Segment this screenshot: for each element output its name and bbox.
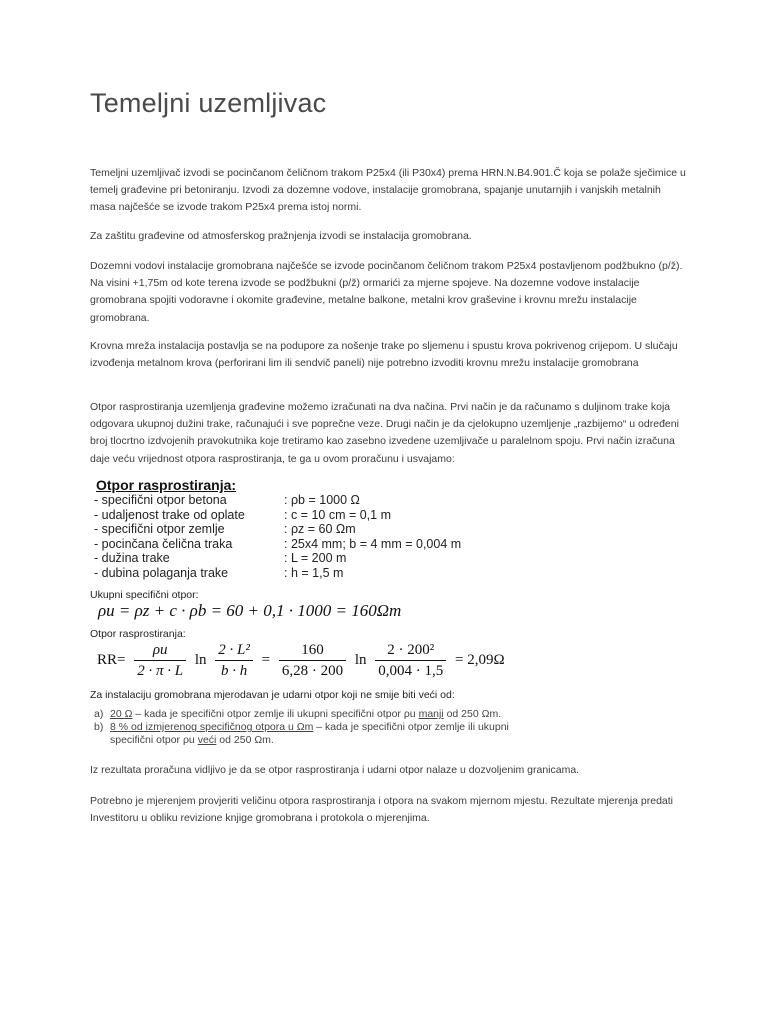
limit-condition: manji xyxy=(418,708,444,720)
parameter-value: : c = 10 cm = 0,1 m xyxy=(284,507,391,522)
paragraph-roof-mesh: Krovna mreža instalacija postavlja se na podupore za nošenje trake po sljemenu i spustu krova pokrivenog crijepom. U slučaju izvođenja metalnom krova (perforirani lim ili sendvič paneli) nije potrebno izvoditi krovnu mrežu instalacije gromobrana xyxy=(90,340,678,370)
parameter-label: - dužina trake xyxy=(94,551,170,566)
limit-item xyxy=(94,721,530,747)
total-resistivity-formula: ρu = ρz + c · ρb = 60 + 0,1 · 1000 = 160Ωm xyxy=(98,601,402,620)
parameter-label: - specifični otpor zemlje xyxy=(94,522,225,537)
limit-text: – kada je specifični otpor zemlje ili ukupni specifični otpor ρu xyxy=(132,708,419,720)
fraction-numerator: 2 · 200² xyxy=(375,640,446,661)
limit-list xyxy=(94,708,530,748)
limit-text: – kada je specifični otpor zemlje ili ukupni specifični otpor ρu xyxy=(110,721,509,747)
limit-marker: b) xyxy=(94,721,104,734)
formula-fraction xyxy=(134,640,186,681)
fraction-denominator: 0,004 · 1,5 xyxy=(378,663,444,679)
limit-condition: veći xyxy=(197,734,217,747)
parameter-label: - dubina polaganja trake xyxy=(94,565,229,580)
formula-fraction xyxy=(215,640,253,681)
parameter-value: : ρb = 1000 Ω xyxy=(284,493,360,507)
fraction-numerator: 2 · L² xyxy=(215,640,253,661)
parameter-value: : h = 1,5 m xyxy=(284,565,344,580)
formula-fraction xyxy=(279,640,346,681)
fraction-numerator: 160 xyxy=(279,640,346,661)
fraction-numerator: ρu xyxy=(134,640,186,661)
formula-equals: = xyxy=(261,652,271,668)
spread-resistance-formula xyxy=(94,640,508,681)
spread-resistance-label: Otpor rasprostiranja: xyxy=(90,628,186,640)
formula-ln: ln xyxy=(194,652,207,668)
parameter-value: : ρz = 60 Ωm xyxy=(284,522,356,537)
parameter-label: - specifični otpor betona xyxy=(94,493,227,507)
parameter-label: - udaljenost trake od oplate xyxy=(94,507,245,522)
fraction-denominator: 2 · π · L xyxy=(137,663,184,679)
parameter-label: - pocinčana čelična traka xyxy=(94,536,233,551)
paragraph-measurement: Potrebno je mjerenjem provjeriti veličinu otpora rasprostiranja i otpora na svakom mjernom mjestu. Rezultate mjerenja predati Investitoru u obliku revizione knjige gromobrana i protokola o mjerenjima. xyxy=(90,795,674,825)
paragraph-intro: Temeljni uzemljivač izvodi se pocinčanom čeličnom trakom P25x4 (ili P30x4) prema HRN.N.B4.901.Č koja se polaže sječimice u temelj građevine pri betoniranju. Izvodi za dozemne vodove, instalacije gromobrana, spajanje unutarnjih i vanjskih metalnih masa najčešće se izvode trakom P25x4 prema istoj normi. xyxy=(90,167,686,214)
limit-marker: a) xyxy=(94,708,104,720)
paragraph-down-conductors: Dozemni vodovi instalacije gromobrana najčešće se izvode pocinčanom čeličnom trakom P25x4 postavljenom podžbukno (p/ž). Na visini +1,75m od kote terena izvode se podžbukni (p/ž) ormarići za mjerne spojeve. Na dozemne vodove instalacije gromobrana spojiti vodoravne i okomite građevine, metalne balkone, metalni krov graševine i krovnu mrežu instalacije gromobrana. xyxy=(90,260,683,324)
formula-ln: ln xyxy=(354,652,367,668)
parameter-value: : 25x4 mm; b = 4 mm = 0,004 m xyxy=(284,536,462,551)
calculation-heading: Otpor rasprostiranja: xyxy=(96,477,237,493)
paragraph-lightning-protection: Za zaštitu građevine od atmosferskog pražnjenja izvodi se instalacija gromobrana. xyxy=(90,230,472,242)
limit-value: 20 Ω xyxy=(110,708,133,720)
total-resistivity-label: Ukupni specifični otpor: xyxy=(90,589,199,601)
limit-item xyxy=(94,708,530,721)
fraction-denominator: 6,28 · 200 xyxy=(281,663,344,679)
paragraph-result: Iz rezultata proračuna vidljivo je da se otpor rasprostiranja i udarni otpor nalaze u dozvoljenim granicama. xyxy=(90,764,580,776)
fraction-denominator: b · h xyxy=(220,663,248,679)
limit-text: od 250 Ωm. xyxy=(443,708,502,720)
paragraph-resistance-methods: Otpor rasprostiranja uzemljenja građevine možemo izračunati na dva načina. Prvi način je da računamo s duljinom trake koja odgovara ukupnoj dužini trake, računajući i sve poprečne veze. Drugi način je da cjelokupno uzemljenje „razbijemo“ u određeni broj tlocrtno izdvojenih pravokutnika koje tretiramo kao zasebno izvedene uzemljivače u paralelnom spoju. Prvi način izračuna daje veću vrijednost otpora rasprostiranja, te ga u ovom proračunu i usvajamo: xyxy=(90,401,679,465)
document-title: Temeljni uzemljivac xyxy=(90,88,327,118)
impulse-resistance-label: Za instalaciju gromobrana mjerodavan je udarni otpor koji ne smije biti veći od: xyxy=(90,689,455,701)
formula-fraction xyxy=(375,640,446,681)
formula-lhs: RR= xyxy=(97,652,126,668)
parameter-value: : L = 200 m xyxy=(284,551,347,566)
limit-value: 8 % od izmjerenog specifičnog otpora u Ωm xyxy=(110,721,314,734)
formula-result: = 2,09Ω xyxy=(455,652,505,668)
limit-text: od 250 Ωm. xyxy=(216,734,274,747)
